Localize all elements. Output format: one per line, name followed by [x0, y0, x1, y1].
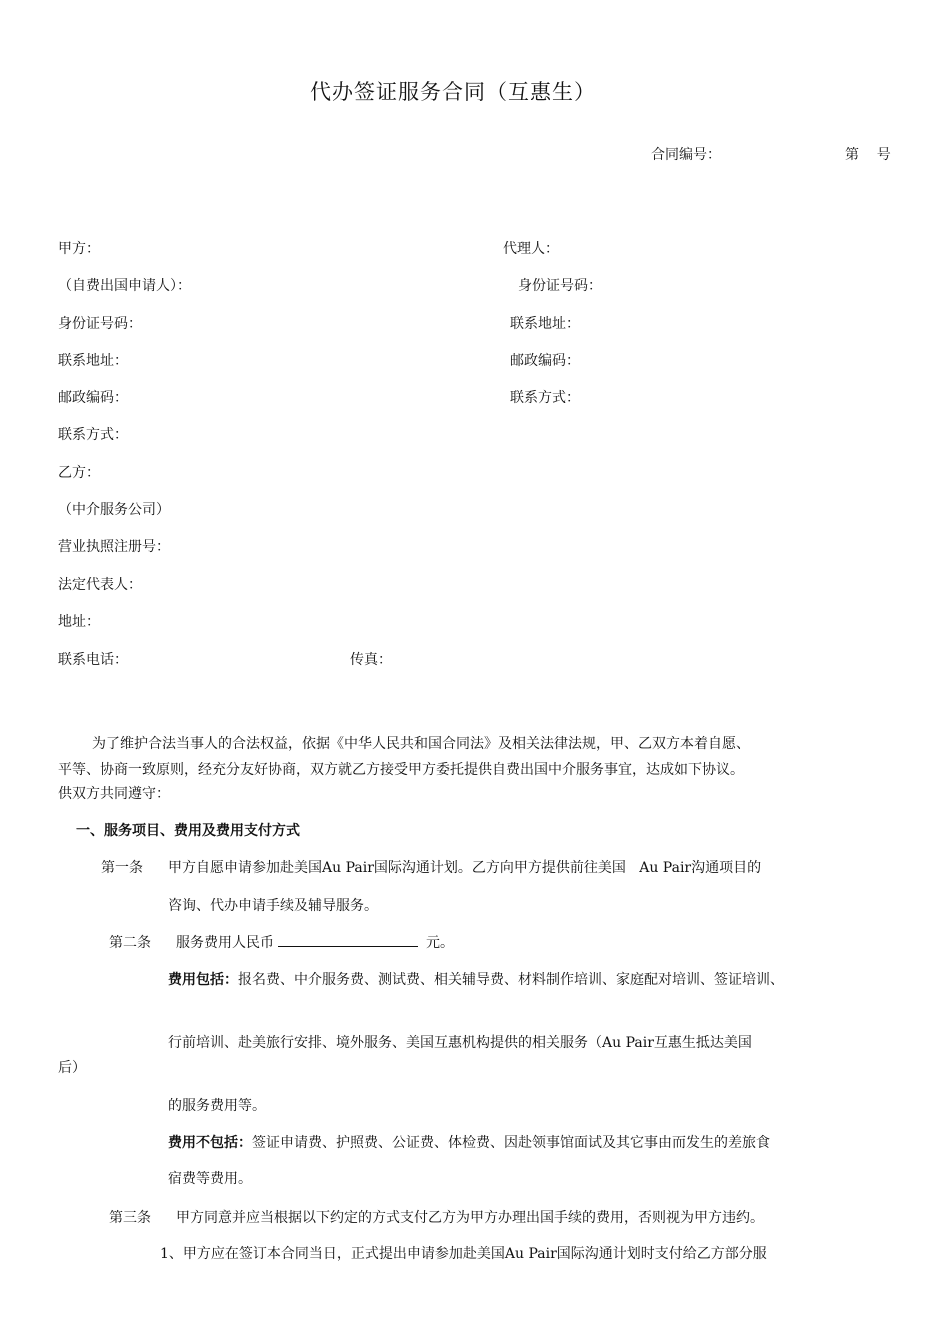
agent-postcode-label: 邮政编码：	[510, 353, 580, 369]
party-b-license-label: 营业执照注册号：	[58, 539, 170, 555]
party-a-label: 甲方：	[58, 241, 100, 257]
preamble-line-2: 平等、协商一致原则，经充分友好协商，双方就乙方接受甲方委托提供自费出国中介服务事宜，达成如下协议。	[58, 762, 744, 778]
fees-included-line-3: 的服务费用等。	[168, 1098, 266, 1114]
agent-label: 代理人：	[503, 241, 559, 257]
fees-included-line-1	[168, 969, 784, 989]
article-1-line-2: 咨询、代办申请手续及辅导服务。	[168, 898, 378, 914]
article-3-item-1: 1、甲方应在签订本合同当日，正式提出申请参加赴美国Au Pair国际沟通计划时支付给乙方部分服	[160, 1246, 767, 1262]
agent-contact-label: 联系方式：	[510, 390, 580, 406]
amount-blank-line	[278, 932, 418, 947]
party-a-address-label: 联系地址：	[58, 353, 128, 369]
party-b-phone-label: 联系电话：	[58, 652, 128, 668]
party-a-sub-label: （自费出国申请人）：	[58, 278, 191, 294]
party-b-address-label: 地址：	[58, 614, 100, 630]
party-b-fax-label: 传真：	[350, 652, 392, 668]
article-3-label: 第三条	[109, 1210, 151, 1226]
article-1-label: 第一条	[101, 860, 143, 876]
party-a-id-label: 身份证号码：	[58, 316, 142, 332]
agent-id-label: 身份证号码：	[518, 278, 602, 294]
contract-number-label: 合同编号：	[651, 147, 721, 163]
party-b-rep-label: 法定代表人：	[58, 577, 142, 593]
fees-excluded-line-2: 宿费等费用。	[168, 1171, 252, 1187]
party-b-sub-label: （中介服务公司）	[58, 502, 170, 518]
page-title: 代办签证服务合同（互惠生）	[310, 80, 596, 104]
party-a-contact-label: 联系方式：	[58, 427, 128, 443]
article-2-text-after: 元。	[426, 935, 454, 951]
contract-number-suffix: 第 号	[845, 147, 891, 163]
preamble-line-1: 为了维护合法当事人的合法权益，依据《中华人民共和国合同法》及相关法律法规，甲、乙双方本着自愿、	[92, 736, 750, 752]
article-2-label: 第二条	[109, 935, 151, 951]
party-a-postcode-label: 邮政编码：	[58, 390, 128, 406]
fees-included-line-2b: 后）	[58, 1060, 86, 1076]
article-1-line-1: 甲方自愿申请参加赴美国Au Pair国际沟通计划。乙方向甲方提供前往美国 Au Pair沟通项目的	[168, 860, 762, 876]
article-3-text: 甲方同意并应当根据以下约定的方式支付乙方为甲方办理出国手续的费用，否则视为甲方违约。	[176, 1210, 764, 1226]
fees-excluded-text-1: 签证申请费、护照费、公证费、体检费、因赴领事馆面试及其它事由而发生的差旅食	[252, 1135, 770, 1151]
fees-excluded-line-1	[168, 1132, 770, 1152]
agent-address-label: 联系地址：	[510, 316, 580, 332]
party-b-label: 乙方：	[58, 465, 100, 481]
article-2-text	[176, 932, 454, 952]
fees-excluded-label: 费用不包括：	[168, 1135, 252, 1151]
article-2-text-before: 服务费用人民币	[176, 935, 274, 951]
fees-included-text-1: 报名费、中介服务费、测试费、相关辅导费、材料制作培训、家庭配对培训、签证培训、	[238, 972, 784, 988]
fees-included-line-2: 行前培训、赴美旅行安排、境外服务、美国互惠机构提供的相关服务（Au Pair互惠生抵达美国	[168, 1035, 752, 1051]
fees-included-label: 费用包括：	[168, 972, 238, 988]
section-1-heading: 一、服务项目、费用及费用支付方式	[76, 823, 300, 839]
preamble-line-3: 供双方共同遵守：	[58, 786, 170, 802]
